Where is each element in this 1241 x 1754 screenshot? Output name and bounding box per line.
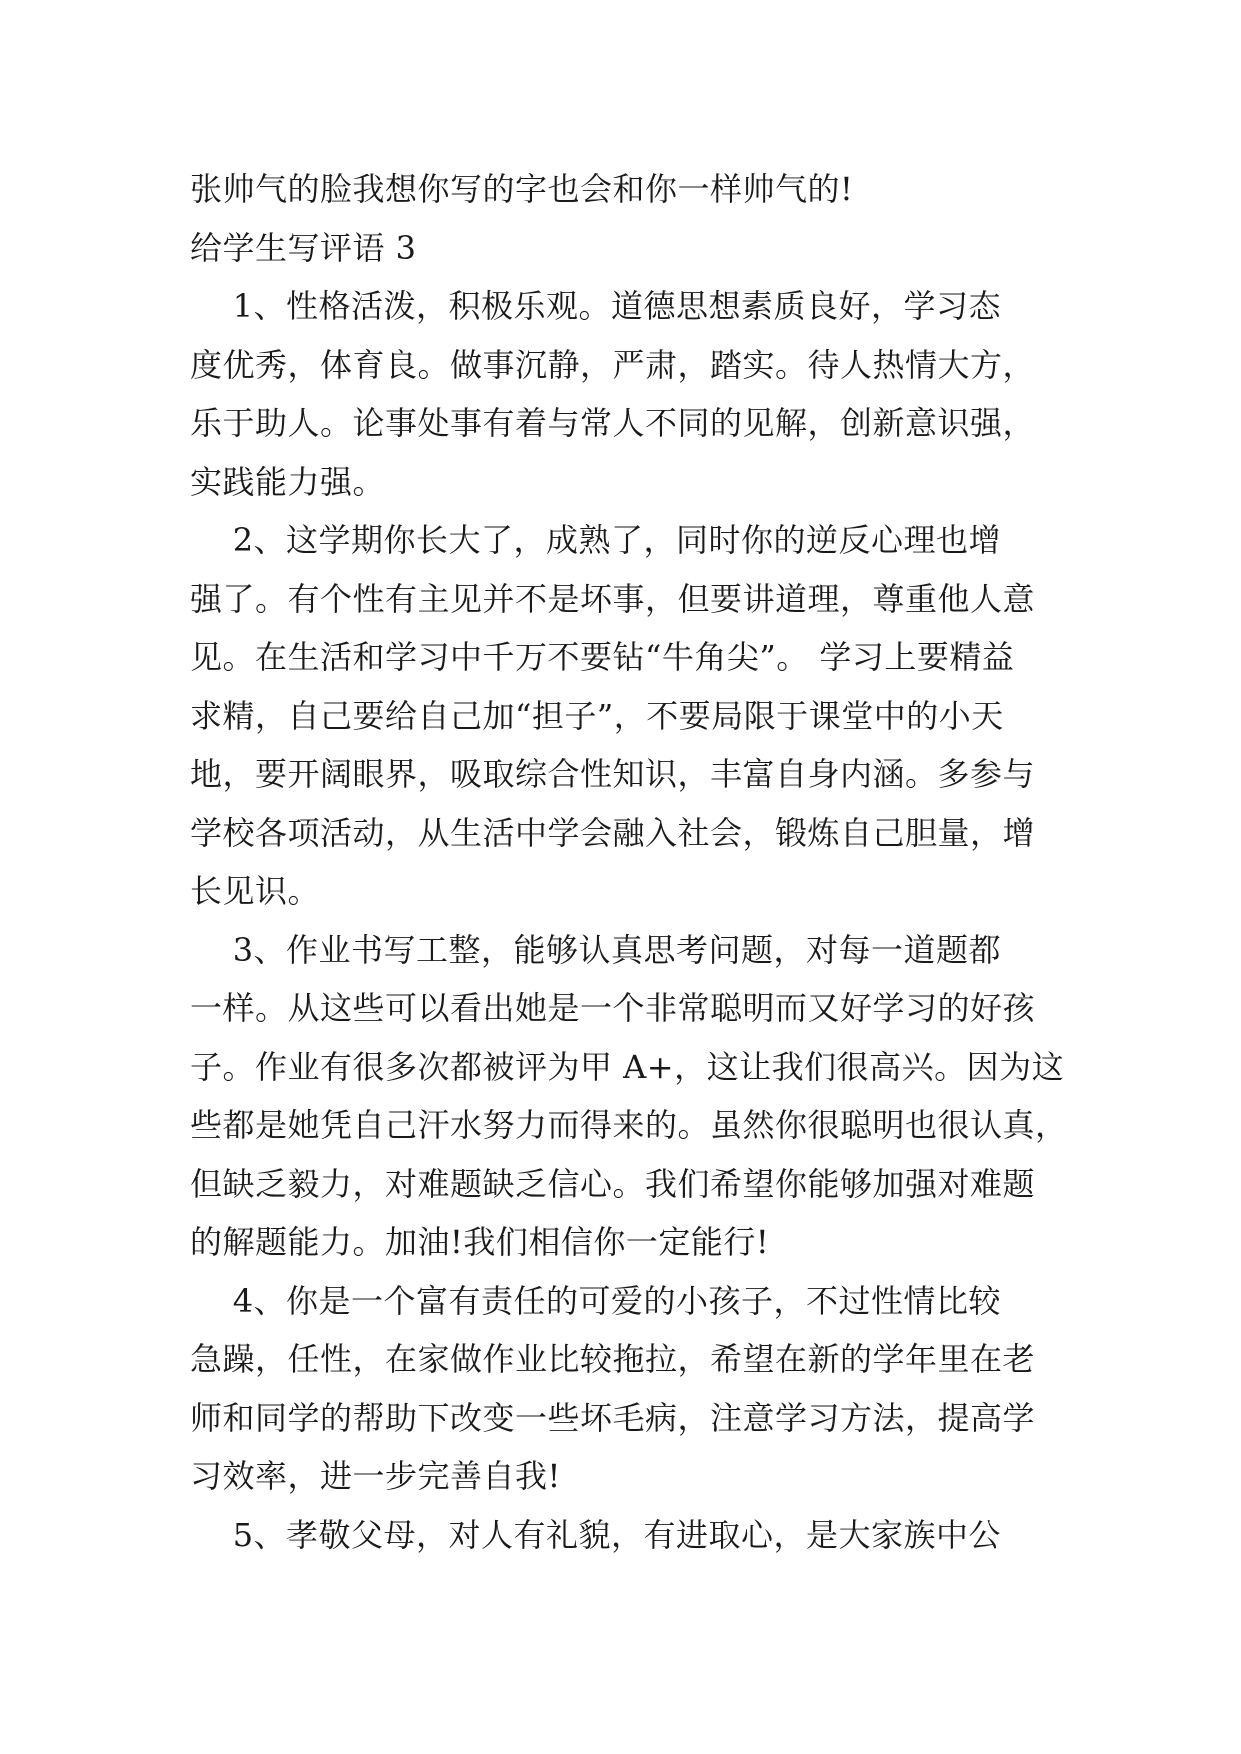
text-line: 地，要开阔眼界，吸取综合性知识，丰富自身内涵。多参与 xyxy=(190,755,1036,793)
text-line: 求精，自己要给自己加“担子”，不要局限于课堂中的小天 xyxy=(190,696,1004,735)
text-line: 5、孝敬父母，对人有礼貌，有进取心，是大家族中公 xyxy=(190,1515,1002,1554)
text-line: 3、作业书写工整，能够认真思考问题，对每一道题都 xyxy=(190,930,1002,969)
document-body xyxy=(190,160,1068,1564)
text-line: 4、你是一个富有责任的可爱的小孩子，不过性情比较 xyxy=(190,1281,1002,1320)
text-line: 长见识。 xyxy=(190,872,321,910)
text-line: 子。作业有很多次都被评为甲 A+，这让我们很高兴。因为这 xyxy=(190,1047,1065,1086)
text-line: 1、性格活泼，积极乐观。道德思想素质良好，学习态 xyxy=(190,287,1002,325)
text-line: 张帅气的脸我想你写的字也会和你一样帅气的! xyxy=(190,170,854,208)
text-line: 见。在生活和学习中千万不要钻“牛角尖”。 学习上要精益 xyxy=(190,638,1015,676)
text-line: 一样。从这些可以看出她是一个非常聪明而又好学习的好孩 xyxy=(190,989,1036,1027)
text-line: 乐于助人。论事处事有着与常人不同的见解，创新意识强， xyxy=(190,404,1036,442)
text-line: 师和同学的帮助下改变一些坏毛病，注意学习方法，提高学 xyxy=(190,1398,1036,1437)
text-line: 些都是她凭自己汗水努力而得来的。虽然你很聪明也很认真， xyxy=(190,1106,1068,1144)
text-line: 学校各项活动，从生活中学会融入社会，锻炼自己胆量，增 xyxy=(190,813,1036,852)
text-line: 急躁，任性，在家做作业比较拖拉，希望在新的学年里在老 xyxy=(190,1340,1036,1378)
text-line: 的解题能力。加油!我们相信你一定能行! xyxy=(190,1223,770,1261)
text-line: 习效率，进一步完善自我! xyxy=(190,1457,561,1495)
text-line: 2、这学期你长大了，成熟了，同时你的逆反心理也增 xyxy=(190,521,1002,559)
section-heading: 给学生写评语 3 xyxy=(190,228,417,267)
text-line: 强了。有个性有主见并不是坏事，但要讲道理，尊重他人意 xyxy=(190,579,1036,618)
text-line: 度优秀，体育良。做事沉静，严肃，踏实。待人热情大方， xyxy=(190,345,1036,384)
text-line: 但缺乏毅力，对难题缺乏信心。我们希望你能够加强对难题 xyxy=(190,1164,1036,1203)
text-line: 实践能力强。 xyxy=(190,462,386,501)
